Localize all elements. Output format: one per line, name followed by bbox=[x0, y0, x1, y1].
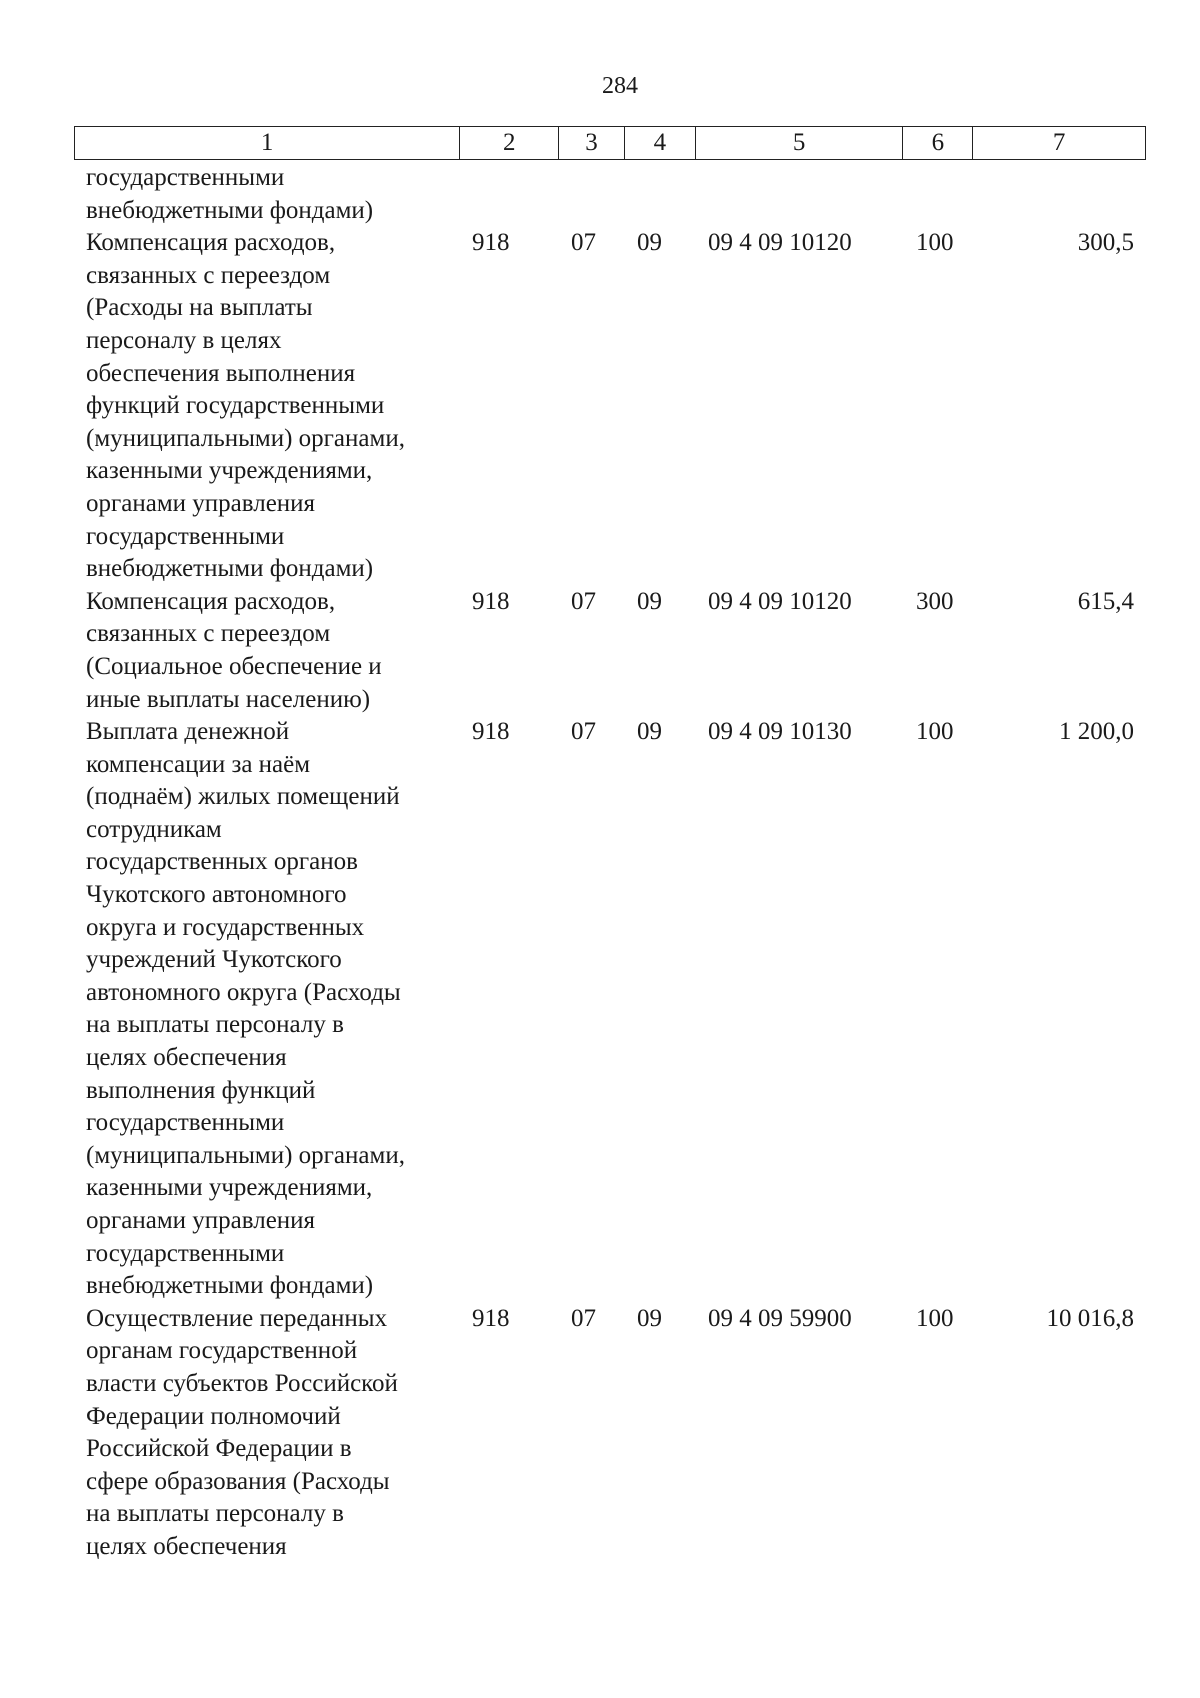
table-row bbox=[74, 162, 1146, 227]
admin-code: 918 bbox=[472, 1304, 510, 1332]
expense-name: Выплата денежной компенсации за наём (поднаём) жилых помещений сотрудникам государственных органов Чукотского автономного округа и государственных учреждений Чукотского автономного округа (Расходы на выплаты персоналу в целях обеспечения выполнения функций государственными (муниципальными) органами, казенными учреждениями, органами управления государственными внебюджетными фондами) bbox=[86, 718, 405, 1300]
expense-type-code: 100 bbox=[916, 229, 954, 257]
page-number: 284 bbox=[602, 73, 638, 99]
column-header-7: 7 bbox=[1052, 129, 1066, 156]
amount: 1 200,0 bbox=[1059, 718, 1134, 746]
column-header-4: 4 bbox=[625, 127, 696, 159]
subsection-code: 09 bbox=[637, 718, 662, 746]
expense-name: Компенсация расходов, связанных с переездом (Расходы на выплаты персоналу в целях обеспечения выполнения функций государственными (муниципальными) органами, казенными учреждениями, органами управления государственными внебюджетными фондами) bbox=[86, 229, 405, 583]
table-row bbox=[74, 1303, 1146, 1564]
section-code: 07 bbox=[571, 229, 596, 257]
amount: 10 016,8 bbox=[1046, 1304, 1134, 1332]
subsection-code: 09 bbox=[637, 1304, 662, 1332]
expense-type-code: 100 bbox=[916, 1304, 954, 1332]
section-code bbox=[559, 162, 625, 227]
target-article-code bbox=[696, 162, 904, 227]
target-article-code: 09 4 09 10130 bbox=[708, 718, 852, 746]
amount bbox=[974, 162, 1146, 227]
table-row bbox=[74, 227, 1146, 586]
column-header-2: 2 bbox=[460, 127, 559, 159]
column-header-6: 6 bbox=[903, 127, 973, 159]
target-article-code: 09 4 09 10120 bbox=[708, 229, 852, 257]
table-body bbox=[74, 162, 1146, 1564]
expense-name: государственными внебюджетными фондами) bbox=[86, 164, 374, 224]
section-code: 07 bbox=[571, 587, 596, 615]
expense-type-code: 100 bbox=[916, 718, 954, 746]
expense-name: Компенсация расходов, связанных с переездом (Социальное обеспечение и иные выплаты населению) bbox=[86, 587, 382, 713]
column-header-3: 3 bbox=[559, 127, 625, 159]
table-row bbox=[74, 716, 1146, 1303]
subsection-code: 09 bbox=[637, 229, 662, 257]
expense-type-code bbox=[904, 162, 974, 227]
admin-code: 918 bbox=[472, 718, 510, 746]
admin-code: 918 bbox=[472, 587, 510, 615]
amount: 615,4 bbox=[1077, 587, 1134, 615]
expense-type-code: 300 bbox=[916, 587, 954, 615]
amount: 300,5 bbox=[1077, 229, 1134, 257]
table-header bbox=[74, 126, 1146, 160]
table-row bbox=[74, 586, 1146, 716]
target-article-code: 09 4 09 10120 bbox=[708, 587, 852, 615]
admin-code: 918 bbox=[472, 229, 510, 257]
subsection-code: 09 bbox=[637, 587, 662, 615]
target-article-code: 09 4 09 59900 bbox=[708, 1304, 852, 1332]
section-code: 07 bbox=[571, 1304, 596, 1332]
subsection-code bbox=[625, 162, 696, 227]
column-header-5: 5 bbox=[696, 127, 904, 159]
expense-name: Осуществление переданных органам государственной власти субъектов Российской Федерации полномочий Российской Федерации в сфере образования (Расходы на выплаты персоналу в целях обеспечения bbox=[86, 1304, 398, 1560]
section-code: 07 bbox=[571, 718, 596, 746]
column-header-1: 1 bbox=[75, 127, 460, 159]
admin-code bbox=[460, 162, 559, 227]
